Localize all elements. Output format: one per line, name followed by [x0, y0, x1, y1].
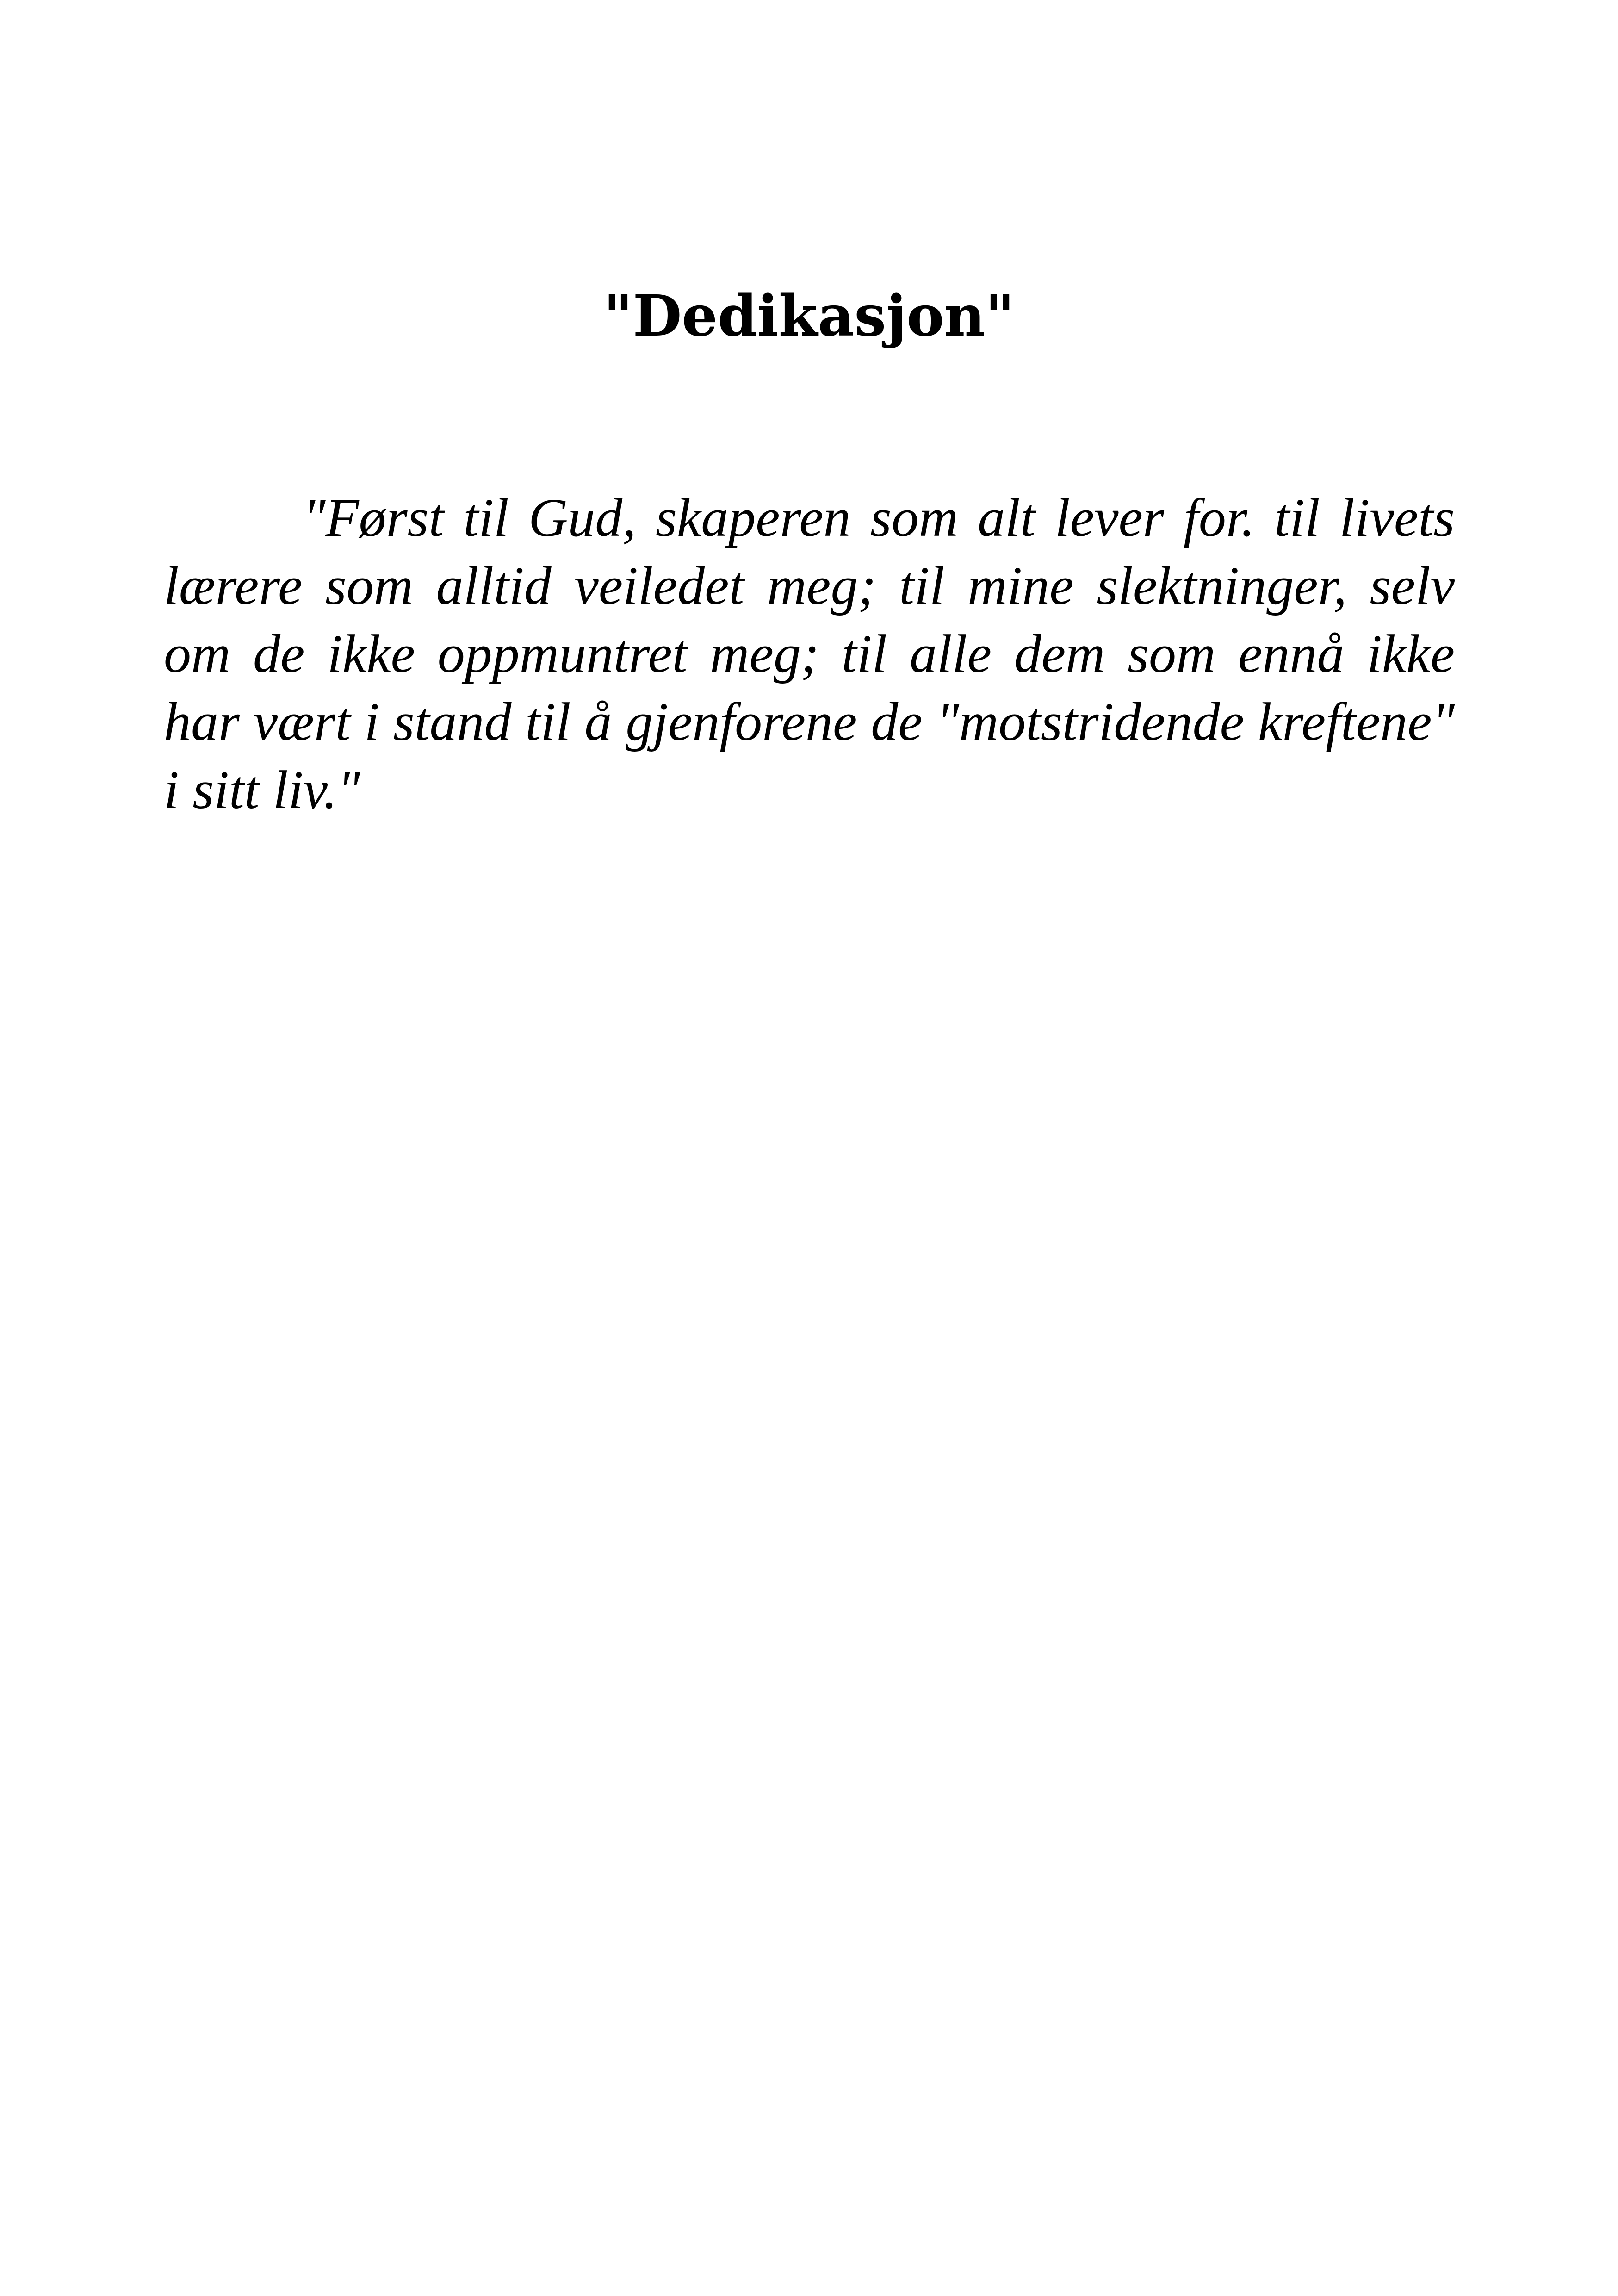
dedication-paragraph: "Først til Gud, skaperen som alt lever for. til livets lærere som alltid veiledet meg; til mine slektninger, selv om de ikke oppmuntret meg; til alle dem som ennå ikke har vært i stand til å gjenforene de "motstridende kreftene" i sitt liv."	[164, 487, 1455, 820]
page-title: "Dedikasjon"	[603, 282, 1015, 349]
